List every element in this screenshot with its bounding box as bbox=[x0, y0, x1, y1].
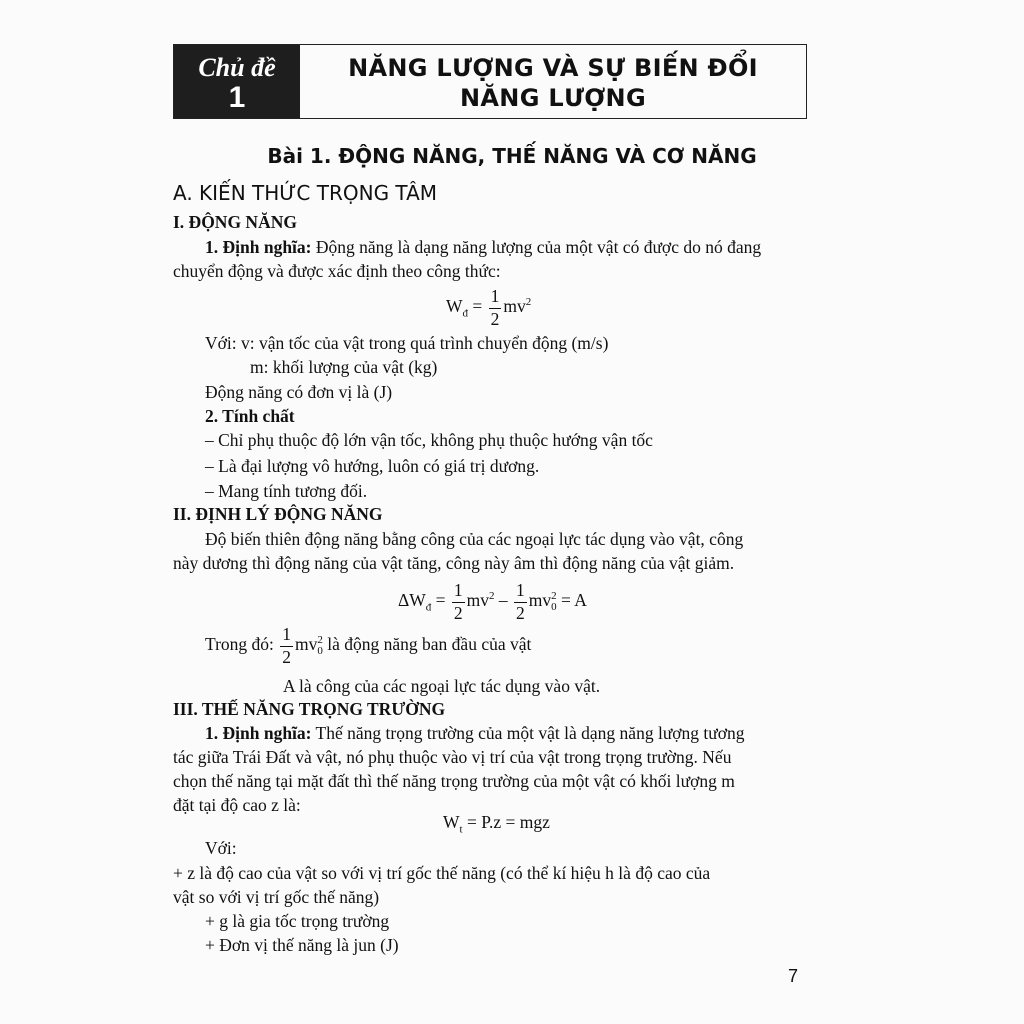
chapter-title-line2: NĂNG LƯỢNG bbox=[460, 84, 646, 112]
part1-with-m: m: khối lượng của vật (kg) bbox=[250, 357, 438, 377]
chapter-title bbox=[300, 53, 806, 113]
chapter-header bbox=[173, 44, 807, 119]
formula-subscript: 0 bbox=[317, 645, 323, 657]
formula-term: mv bbox=[528, 590, 552, 611]
formula-end: = A bbox=[556, 590, 587, 611]
part3-def-text1: Thế năng trọng trường của một vật là dạng năng lượng tương bbox=[311, 723, 745, 743]
part1-heading: I. ĐỘNG NĂNG bbox=[173, 212, 297, 232]
part1-props-label: 2. Tính chất bbox=[205, 406, 295, 426]
formula-equals: = bbox=[468, 296, 487, 317]
part3-def-label: 1. Định nghĩa: bbox=[205, 723, 312, 743]
formula-equals: = bbox=[431, 590, 450, 611]
fraction bbox=[514, 582, 527, 622]
part3-item2: + g là gia tốc trọng trường bbox=[205, 911, 390, 931]
formula-symbol: ΔW bbox=[398, 590, 426, 611]
section-heading: A. KIẾN THỨC TRỌNG TÂM bbox=[173, 181, 438, 205]
fraction bbox=[452, 582, 465, 622]
fraction-denominator: 2 bbox=[490, 308, 500, 329]
formula-minus: – bbox=[494, 590, 513, 611]
part2-text2: này dương thì động năng của vật tăng, công này âm thì động năng của vật giảm. bbox=[173, 553, 735, 573]
part3-definition-line1 bbox=[205, 723, 745, 744]
part1-with-v: Với: v: vận tốc của vật trong quá trình chuyển động (m/s) bbox=[205, 333, 609, 353]
fraction-numerator: 1 bbox=[280, 626, 293, 647]
part3-item1b: vật so với vị trí gốc thế năng) bbox=[173, 887, 380, 907]
formula-term: mv bbox=[466, 590, 490, 611]
formula-superscript: 2 bbox=[525, 296, 532, 309]
part1-unit: Động năng có đơn vị là (J) bbox=[205, 382, 393, 402]
part2-heading: II. ĐỊNH LÝ ĐỘNG NĂNG bbox=[173, 504, 383, 524]
work-energy-formula bbox=[398, 582, 587, 622]
formula-subscript: đ bbox=[462, 307, 469, 320]
part1-definition-line1 bbox=[205, 237, 761, 258]
lesson-title: Bài 1. ĐỘNG NĂNG, THẾ NĂNG VÀ CƠ NĂNG bbox=[267, 144, 757, 168]
part1-prop3: – Mang tính tương đối. bbox=[205, 481, 368, 501]
formula-subscript: 0 bbox=[551, 601, 557, 613]
part3-item1a: + z là độ cao của vật so với vị trí gốc thế năng (có thể kí hiệu h là độ cao của bbox=[173, 863, 711, 883]
formula-symbol: W bbox=[446, 296, 463, 317]
formula-superscript: 2 bbox=[489, 590, 495, 603]
fraction-numerator: 1 bbox=[452, 582, 465, 603]
where-label: Trong đó: bbox=[205, 634, 279, 655]
formula-superscript: 2 bbox=[551, 590, 557, 602]
kinetic-energy-formula bbox=[446, 288, 531, 328]
formula-term: mv bbox=[295, 634, 318, 655]
part3-with: Với: bbox=[205, 838, 237, 858]
part1-prop2: – Là đại lượng vô hướng, luôn có giá trị dương. bbox=[205, 456, 540, 476]
fraction-numerator: 1 bbox=[514, 582, 527, 603]
fraction bbox=[489, 288, 502, 328]
page-number: 7 bbox=[788, 966, 799, 986]
chapter-badge bbox=[174, 45, 300, 118]
part3-item3: + Đơn vị thế năng là jun (J) bbox=[205, 935, 399, 955]
part1-def-label: 1. Định nghĩa: bbox=[205, 237, 312, 257]
fraction bbox=[280, 626, 293, 666]
formula-subscript: t bbox=[459, 823, 463, 836]
part1-prop1: – Chỉ phụ thuộc độ lớn vận tốc, không phụ thuộc hướng vận tốc bbox=[205, 430, 653, 450]
formula-subscript: đ bbox=[425, 601, 432, 614]
part3-heading: III. THẾ NĂNG TRỌNG TRƯỜNG bbox=[173, 699, 446, 719]
chapter-badge-label: Chủ đề bbox=[198, 53, 276, 82]
chapter-title-line1: NĂNG LƯỢNG VÀ SỰ BIẾN ĐỔI bbox=[348, 54, 758, 82]
fraction-denominator: 2 bbox=[453, 602, 463, 623]
fraction-denominator: 2 bbox=[282, 646, 292, 667]
part2-a-text: A là công của các ngoại lực tác dụng vào vật. bbox=[283, 676, 601, 696]
where-text: là động năng ban đầu của vật bbox=[322, 634, 532, 655]
chapter-badge-number: 1 bbox=[228, 81, 246, 114]
formula-term: mv bbox=[503, 296, 526, 317]
part1-def-text1: Động năng là dạng năng lượng của một vật có được do nó đang bbox=[311, 237, 762, 257]
fraction-numerator: 1 bbox=[489, 288, 502, 309]
formula-symbol: W bbox=[443, 812, 460, 832]
part3-definition-line3: chọn thế năng tại mặt đất thì thế năng trọng trường của một vật có khối lượng m bbox=[173, 771, 735, 791]
part3-definition-line2: tác giữa Trái Đất và vật, nó phụ thuộc vào vị trí của vật trong trọng trường. Nếu bbox=[173, 747, 732, 767]
fraction-denominator: 2 bbox=[516, 602, 525, 623]
formula-superscript: 2 bbox=[317, 634, 323, 646]
potential-energy-formula bbox=[443, 812, 550, 836]
part3-definition-line4: đặt tại độ cao z là: bbox=[173, 795, 301, 815]
formula-rest: = P.z = mgz bbox=[462, 812, 550, 832]
part1-definition-line2: chuyển động và được xác định theo công thức: bbox=[173, 261, 501, 281]
part2-text1: Độ biến thiên động năng bằng công của các ngoại lực tác dụng vào vật, công bbox=[205, 529, 744, 549]
part2-where bbox=[205, 626, 531, 666]
